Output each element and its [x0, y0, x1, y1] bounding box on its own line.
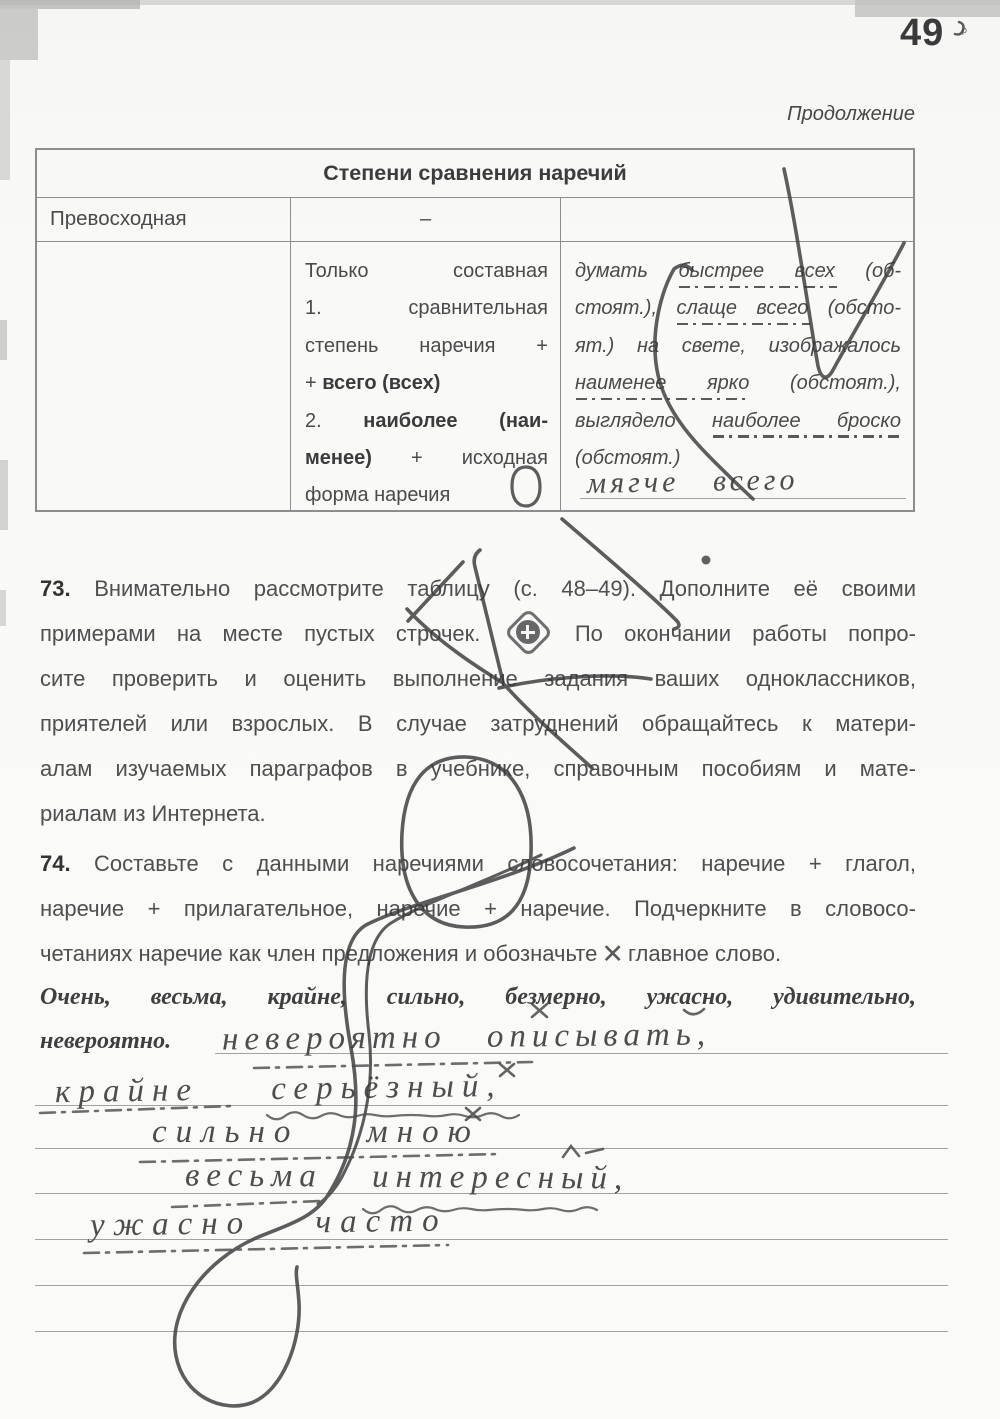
scan-artifact	[0, 60, 10, 180]
cell-empty	[560, 198, 913, 241]
exercise-line: 73. Внимательно рассмотрите таблицу (с. 48–49). Дополните её своими	[40, 576, 916, 601]
exercise-line: алам изучаемых параграфов в учебнике, справочным пособиям и мате-	[40, 756, 916, 781]
table-row-superlative	[37, 198, 913, 242]
cell-degree-name: Превосходная	[50, 207, 187, 230]
exercise-73	[40, 566, 916, 836]
handwriting-line-2: крайне серьёзный,	[54, 1067, 503, 1111]
handwriting-line-3: сильно мною	[152, 1114, 480, 1150]
cell-empty	[37, 242, 290, 510]
exercise-74	[40, 841, 916, 977]
ruled-line	[35, 1331, 948, 1332]
scan-artifact	[0, 0, 1000, 5]
composite-line: Только составная	[305, 260, 548, 282]
adverb-list-continuation: невероятно.	[40, 1028, 172, 1054]
composite-line: + всего (всех)	[305, 372, 441, 395]
composite-line: форма наречия	[305, 484, 451, 507]
exercise-number: 74.	[40, 851, 71, 876]
ruled-line	[35, 1285, 948, 1286]
page-number: 49	[900, 12, 945, 54]
cell-simple-form: –	[290, 198, 560, 241]
scan-artifact	[0, 460, 8, 530]
handwriting-line-5: ужасно часто	[89, 1202, 448, 1244]
composite-line: менее) + исходная	[305, 447, 548, 470]
composite-line: 1. сравнительная	[305, 297, 548, 320]
handwriting-line-1: невероятно описывать,	[221, 1016, 712, 1058]
plus-in-diamond-icon	[502, 611, 554, 653]
cell-composite-rule	[290, 242, 560, 510]
plus-circle-icon	[516, 620, 540, 644]
scan-artifact	[0, 8, 38, 60]
continuation-label: Продолжение	[787, 103, 915, 125]
print-corner-mark: ᵖ	[962, 24, 967, 39]
example-line: (обстоят.)	[575, 447, 681, 470]
example-line: наименее ярко (обстоят.),	[575, 372, 901, 395]
composite-line: 2. наиболее (наи-	[305, 409, 548, 432]
example-line: ят.) на свете, изображалось	[575, 334, 901, 357]
scan-artifact	[0, 590, 6, 626]
ink-dot	[702, 556, 711, 565]
main-word-x-symbol: ✕	[601, 939, 624, 969]
exercise-line: четаниях наречие как член предложения и обозначьте ✕ главное слово.	[40, 939, 782, 969]
exercise-line: риалам из Интернета.	[40, 801, 266, 826]
adverb-list: Очень, весьма, крайне, сильно, безмерно, ужасно, удивительно,	[40, 984, 916, 1010]
exercise-line: приятелей или взрослых. В случае затруднений обращайтесь к матери-	[40, 711, 916, 736]
handwriting-line-4: весьма интересный,	[184, 1157, 630, 1197]
composite-line: степень наречия +	[305, 334, 548, 357]
example-line: думать быстрее всех (об-	[575, 260, 901, 282]
exercise-line: наречие + прилагательное, наречие + наречие. Подчеркните в словосо-	[40, 896, 916, 921]
example-line: выглядело наиболее броско	[575, 409, 901, 432]
exercise-line: примерами на месте пустых строчек. По окончании работы попро-	[40, 611, 916, 656]
exercise-number: 73.	[40, 576, 71, 601]
student-underline-dashdot	[84, 1245, 448, 1253]
handwritten-table-answer: мягче всего	[586, 463, 799, 500]
exercise-line: 74. Составьте с данными наречиями словосочетания: наречие + глагол,	[40, 851, 916, 876]
exercise-line: сите проверить и оценить выполнение задания ваших одноклассников,	[40, 666, 916, 691]
table-title: Степени сравнения наречий	[37, 150, 913, 198]
comparison-table	[35, 148, 915, 512]
scan-artifact	[0, 320, 7, 360]
example-line: стоят.), слаще всего (обсто-	[575, 297, 901, 320]
